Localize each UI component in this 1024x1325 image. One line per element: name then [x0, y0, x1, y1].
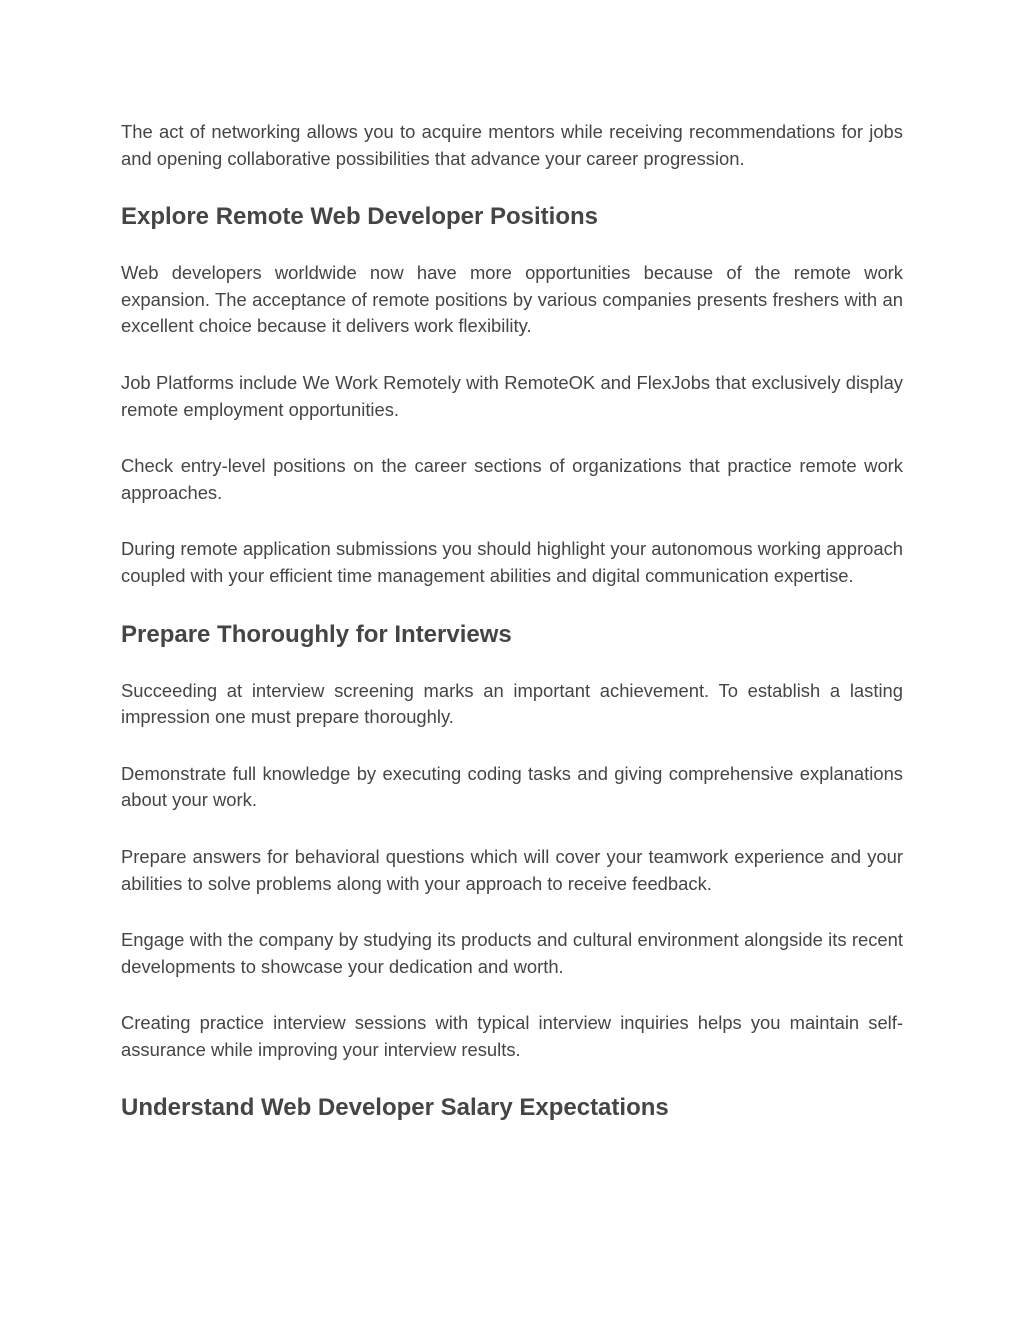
paragraph-practice-sessions: Creating practice interview sessions with typical interview inquiries helps you maintain self-assurance while improving your interview results. [121, 1012, 903, 1060]
document-page [121, 119, 903, 1123]
section-heading-salary: Understand Web Developer Salary Expectations [121, 1094, 669, 1122]
paragraph-job-platforms: Job Platforms include We Work Remotely with RemoteOK and FlexJobs that exclusively display remote employment opportunities. [121, 371, 903, 420]
intro-paragraph: The act of networking allows you to acquire mentors while receiving recommendations for jobs and opening collaborative possibilities that advance your career progression. [121, 121, 903, 169]
section-heading-interviews: Prepare Thoroughly for Interviews [121, 620, 512, 648]
paragraph-remote-application: During remote application submissions you should highlight your autonomous working approach coupled with your efficient time management abilities and digital communication expertise. [121, 538, 903, 586]
paragraph-interview-screening: Succeeding at interview screening marks an important achievement. To establish a lasting impression one must prepare thoroughly. [121, 679, 903, 728]
paragraph-behavioral-questions: Prepare answers for behavioral questions which will cover your teamwork experience and your abilities to solve problems along with your approach to receive feedback. [121, 845, 903, 894]
paragraph-coding-tasks: Demonstrate full knowledge by executing coding tasks and giving comprehensive explanations about your work. [121, 762, 903, 811]
section-heading-remote-positions: Explore Remote Web Developer Positions [121, 203, 599, 231]
paragraph-company-research: Engage with the company by studying its products and cultural environment alongside its recent developments to showcase your dedication and worth. [121, 929, 903, 977]
paragraph-remote-expansion: Web developers worldwide now have more opportunities because of the remote work expansion. The acceptance of remote positions by various companies presents freshers with an excellent choice because it delivers work flexibility. [121, 262, 903, 337]
paragraph-entry-level: Check entry-level positions on the career sections of organizations that practice remote work approaches. [121, 455, 903, 503]
